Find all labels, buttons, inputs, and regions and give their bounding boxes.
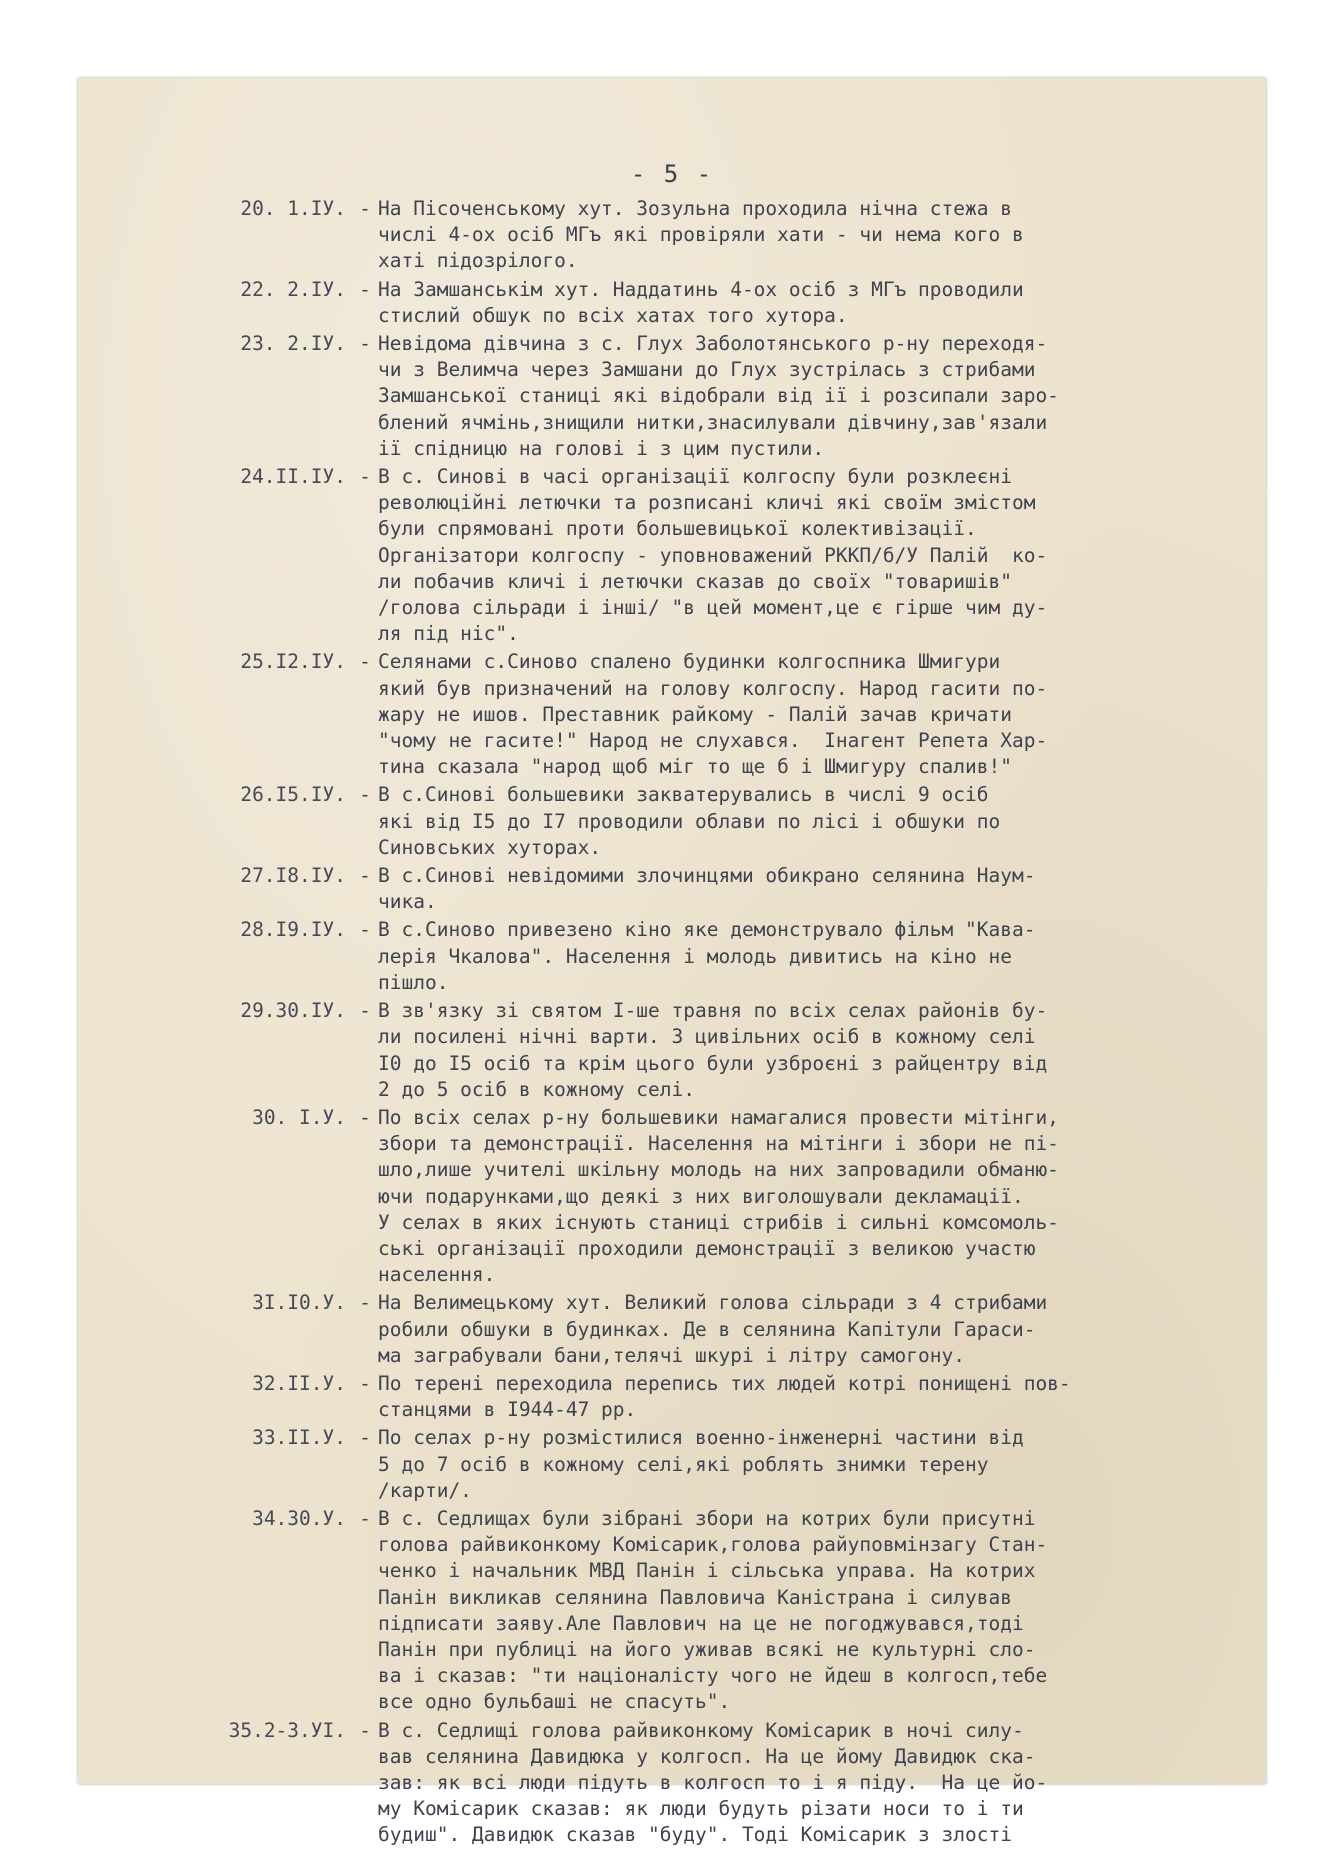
entry-date: 30. I.У.	[252, 1105, 346, 1129]
entry-line: I0 до I5 осіб та крім цього були узброєні з райцентру від	[378, 1051, 1048, 1075]
entry	[142, 1425, 1282, 1504]
entry-line: Селянами с.Синово спалено будинки колгоспника Шмигури	[378, 650, 1001, 674]
entry	[142, 782, 1282, 861]
entry-line: який був призначений на голову колгоспу. Народ гасити по-	[378, 676, 1048, 700]
entry-text	[378, 277, 1282, 329]
entry-line: жару не ишов. Преставник райкому - Палій зачав кричати	[378, 702, 1012, 726]
entry	[142, 1506, 1282, 1716]
entry-line: /голова сільради і інші/ "в цей момент,це є гірше чим ду-	[378, 596, 1048, 620]
entry-date: 29.30.IУ.	[240, 999, 346, 1023]
entry-line: тина сказала "народ щоб міг то ще б і Шмигуру спалив!"	[378, 755, 1012, 779]
entry	[142, 1105, 1282, 1288]
entry-line: ченко і начальник МВД Панін і сільська управа. На котрих	[378, 1559, 1036, 1583]
entry	[142, 277, 1282, 329]
entry-line: /карти/.	[378, 1478, 472, 1502]
entry-list	[142, 196, 1282, 1851]
entry-text	[378, 863, 1282, 915]
entry-dash: -	[359, 197, 371, 220]
entry-text	[378, 998, 1282, 1103]
entry	[142, 196, 1282, 275]
entry-line: шло,лише учителі шкільну молодь на них запровадили обманю-	[378, 1158, 1059, 1182]
entry-line: які від I5 до I7 проводили облави по лісі і обшуки по	[378, 809, 1001, 833]
entry-text	[378, 1506, 1282, 1716]
entry-line: все одно бульбаші не спасуть".	[378, 1690, 731, 1714]
entry-text	[378, 782, 1282, 861]
entry-dash: -	[359, 1371, 371, 1395]
entry-line: ля під ніс".	[378, 622, 519, 646]
entry-dash: -	[359, 332, 371, 356]
entry-text	[378, 1290, 1282, 1369]
entry-date: 27.I8.IУ.	[240, 864, 346, 888]
entry-dash: -	[359, 465, 371, 489]
entry-line: В с.Синово привезено кіно яке демонструвало фільм "Кава-	[378, 918, 1036, 942]
entry-line: ські організації проходили демонстрації з великою участю	[378, 1236, 1036, 1260]
entry-line: ва і сказав: "ти націоналісту чого не йдеш в колгосп,тебе	[378, 1664, 1048, 1688]
entry-text	[378, 331, 1282, 462]
entry-line: По терені переходила перепись тих людей котрі понищені пов-	[378, 1371, 1071, 1395]
entry-line: зав: як всі люди підуть в колгосп то і я піду. На це йо-	[378, 1770, 1048, 1794]
entry-line: На Велимецькому хут. Великий голова сільради з 4 стрибами	[378, 1291, 1048, 1315]
entry-dash: -	[359, 650, 371, 674]
entry-line: пішло.	[378, 970, 449, 994]
entry-date: 22. 2.IУ.	[240, 277, 346, 301]
entry-line: підписати заяву.Але Павлович на це не погоджувався,тоді	[378, 1611, 1024, 1635]
entry-line: В с.Синові большевики закватерувались в числі 9 осіб	[378, 783, 989, 807]
entry-line: збори та демонстрації. Населення на мітінги і збори не пі-	[378, 1132, 1059, 1156]
entry-line: робили обшуки в будинках. Де в селянина Капітули Гараси-	[378, 1317, 1036, 1341]
entry-text	[378, 1105, 1282, 1288]
entry-line: населення.	[378, 1263, 496, 1287]
entry	[142, 998, 1282, 1103]
entry-line: стислий обшук по всіх хатах того хутора.	[378, 303, 848, 327]
entry-line: му Комісарик сказав: як люди будуть різати носи то і ти	[378, 1797, 1024, 1821]
entry-dash: -	[359, 1506, 371, 1530]
entry-date: 3I.I0.У.	[252, 1291, 346, 1315]
entry	[142, 649, 1282, 780]
entry-date: 32.II.У.	[252, 1371, 346, 1395]
entry-text	[378, 649, 1282, 780]
entry-dash: -	[359, 783, 371, 807]
entry-text	[378, 196, 1282, 275]
entry-line: станцями в I944-47 рр.	[378, 1398, 637, 1422]
entry-line: На Пісоченському хут. Зозульна проходила нічна стежа в	[378, 197, 1012, 220]
entry-text	[378, 1425, 1282, 1504]
entry-line: "чому не гасите!" Народ не слухався. Інагент Репета Хар-	[378, 729, 1048, 753]
entry-dash: -	[359, 1718, 371, 1742]
entry-text	[378, 1718, 1282, 1849]
entry-line: блений ячмінь,знищили нитки,знасилували дівчину,зав'язали	[378, 410, 1048, 434]
entry-line: ії спідницю на голові і з цим пустили.	[378, 436, 825, 460]
entry-line: В зв'язку зі святом I-ше травня по всіх селах районів бу-	[378, 999, 1048, 1023]
page-number: - 5 -	[630, 160, 714, 188]
entry-line: В с. Седлищі голова райвиконкому Комісарик в ночі силу-	[378, 1718, 1024, 1742]
entry	[142, 1371, 1282, 1423]
document-sheet	[78, 78, 1266, 1847]
entry-date: 20. 1.IУ.	[240, 197, 346, 220]
entry-line: У селах в яких існують станиці стрибів і сильні комсомоль-	[378, 1210, 1059, 1234]
entry-line: будиш". Давидюк сказав "буду". Тоді Комісарик з злості	[378, 1823, 1012, 1847]
entry-dash: -	[359, 277, 371, 301]
entry-line: ли побачив кличі і летючки сказав до своїх "товаришів"	[378, 569, 1012, 593]
entry-dash: -	[359, 1291, 371, 1315]
entry-dash: -	[359, 1105, 371, 1129]
entry-date: 28.I9.IУ.	[240, 918, 346, 942]
entry-line: 2 до 5 осіб в кожному селі.	[378, 1077, 695, 1101]
entry-line: В с.Синові невідомими злочинцями обикрано селянина Наум-	[378, 864, 1036, 888]
entry-line: 5 до 7 осіб в кожному селі,які роблять знимки терену	[378, 1452, 989, 1476]
entry-line: ма заграбували бани,телячі шкурі і літру самогону.	[378, 1343, 965, 1367]
entry-line: числі 4-ох осіб МГъ які провіряли хати - чи нема кого в	[378, 223, 1024, 247]
entry-line: Замшанської станиці які відобрали від ії і розсипали заро-	[378, 384, 1059, 408]
entry-line: вав селянина Давидюка у колгосп. На це йому Давидюк ска-	[378, 1744, 1036, 1768]
entry	[142, 917, 1282, 996]
entry-date: 33.II.У.	[252, 1426, 346, 1450]
entry-line: революційні летючки та розписані кличі які своїм змістом	[378, 491, 1036, 515]
entry-date: 24.II.IУ.	[240, 465, 346, 489]
entry-line: Синовських хуторах.	[378, 835, 602, 859]
entry-line: ли посилені нічні варти. З цивільних осіб в кожному селі	[378, 1025, 1036, 1049]
entry-date: 34.30.У.	[252, 1506, 346, 1530]
entry-line: По всіх селах р-ну большевики намагалися провести мітінги,	[378, 1105, 1059, 1129]
entry-line: ючи подарунками,що деякі з них виголошували декламації.	[378, 1184, 1024, 1208]
entry-line: Панін при публиці на його уживав всякі не культурні сло-	[378, 1637, 1036, 1661]
entry-line: лерія Чкалова". Населення і молодь дивитись на кіно не	[378, 944, 1012, 968]
entry-line: чика.	[378, 890, 437, 914]
entry-line: В с. Седлищах були зібрані збори на котрих були присутні	[378, 1506, 1036, 1530]
entry	[142, 464, 1282, 647]
entry	[142, 1718, 1282, 1849]
entry	[142, 1290, 1282, 1369]
entry-dash: -	[359, 864, 371, 888]
entry-date: 26.I5.IУ.	[240, 783, 346, 807]
entry-line: були спрямовані проти большевицької колективізації.	[378, 517, 977, 541]
entry-dash: -	[359, 1426, 371, 1450]
entry-text	[378, 1371, 1282, 1423]
entry-date: 25.I2.IУ.	[240, 650, 346, 674]
entry-line: В с. Синові в часі організації колгоспу були розклеєні	[378, 465, 1012, 489]
entry-text	[378, 917, 1282, 996]
entry-dash: -	[359, 918, 371, 942]
entry-date: 35.2-3.УI.	[228, 1718, 346, 1742]
entry-line: хаті підозрілого.	[378, 249, 578, 273]
entry-text	[378, 464, 1282, 647]
entry	[142, 863, 1282, 915]
entry-line: Організатори колгоспу - уповноважений РККП/б/У Палій ко-	[378, 543, 1048, 567]
entry-line: Невідома дівчина з с. Глух Заболотянського р-ну переходя-	[378, 332, 1048, 356]
entry-dash: -	[359, 999, 371, 1023]
entry-line: На Замшанськім хут. Наддатинь 4-ох осіб з МГъ проводили	[378, 277, 1024, 301]
entry-line: По селах р-ну розмістилися военно-інженерні частини від	[378, 1426, 1024, 1450]
entry-date: 23. 2.IУ.	[240, 332, 346, 356]
entry-line: чи з Велимча через Замшани до Глух зустрілась з стрибами	[378, 358, 1036, 382]
entry	[142, 331, 1282, 462]
entry-line: голова райвиконкому Комісарик,голова райуповмінзагу Стан-	[378, 1533, 1048, 1557]
entry-line: Панін викликав селянина Павловича Каністрана і силував	[378, 1585, 1012, 1609]
